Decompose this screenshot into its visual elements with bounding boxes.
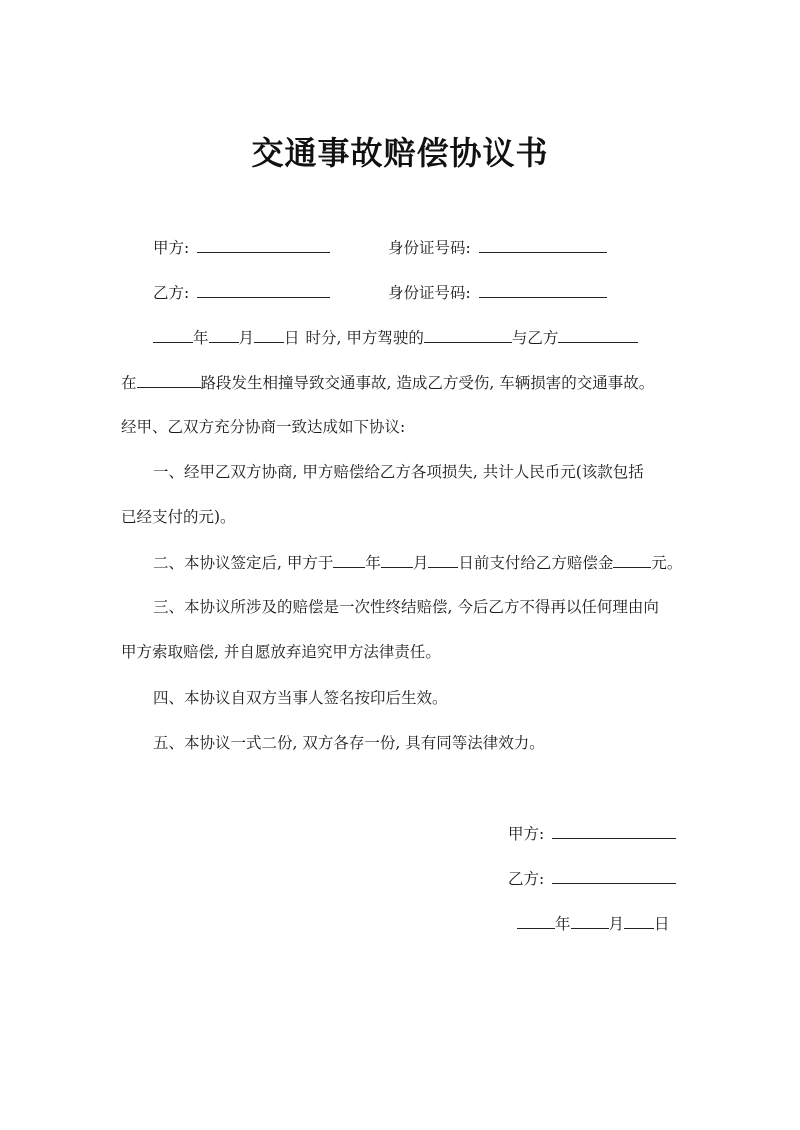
party-b-label: 乙方: (153, 284, 190, 302)
clause-2-row (153, 552, 682, 573)
payment-day-field[interactable] (428, 552, 458, 568)
clause-5: 五、本协议一式二份, 双方各存一份, 具有同等法律效力。 (153, 734, 545, 752)
signature-party-b-label: 乙方: (508, 870, 545, 888)
accident-year-label: 年 (193, 329, 209, 347)
signature-day-label: 日 (654, 915, 670, 933)
clause-3-line-1: 三、本协议所涉及的赔偿是一次性终结赔偿, 今后乙方不得再以任何理由向 (153, 598, 659, 616)
signature-party-a-row (508, 823, 676, 844)
signature-year-field[interactable] (517, 913, 555, 929)
party-b-name-field[interactable] (197, 282, 330, 298)
payment-month-field[interactable] (381, 552, 413, 568)
signature-party-a-label: 甲方: (508, 825, 545, 843)
party-b-id-label: 身份证号码: (388, 284, 471, 302)
signature-month-field[interactable] (571, 913, 609, 929)
party-a-name-field[interactable] (197, 237, 330, 253)
signature-party-a-field[interactable] (552, 823, 676, 839)
signature-party-b-field[interactable] (552, 868, 676, 884)
road-text: 路段发生相撞导致交通事故, 造成乙方受伤, 车辆损害的交通事故。 (200, 374, 655, 392)
accident-location-row (121, 372, 654, 393)
payment-month-label: 月 (412, 554, 429, 572)
vehicle-field[interactable] (424, 327, 512, 343)
signature-month-label: 月 (608, 915, 625, 933)
signature-year-label: 年 (555, 915, 571, 933)
with-party-b-text: 与乙方 (511, 329, 559, 347)
accident-day-label: 日 (284, 329, 300, 347)
signature-party-b-row (508, 868, 676, 889)
accident-year-field[interactable] (153, 327, 193, 343)
clause-4: 四、本协议自双方当事人签名按印后生效。 (153, 689, 448, 707)
payment-amount-field[interactable] (613, 552, 651, 568)
payment-year-field[interactable] (333, 552, 365, 568)
party-a-id-row (388, 237, 607, 258)
signature-day-field[interactable] (624, 913, 654, 929)
road-field[interactable] (137, 372, 201, 388)
party-b-id-row (388, 282, 607, 303)
accident-month-field[interactable] (209, 327, 239, 343)
party-a-id-label: 身份证号码: (388, 239, 471, 257)
clause-1-line-1: 一、经甲乙双方协商, 甲方赔偿给乙方各项损失, 共计人民币元(该款包括 (153, 463, 644, 481)
payment-day-text: 日前支付给乙方赔偿金 (458, 554, 614, 572)
party-a-id-field[interactable] (479, 237, 607, 253)
accident-time-row (153, 327, 638, 348)
party-b-id-field[interactable] (479, 282, 607, 298)
clause-1-line-2: 已经支付的元)。 (121, 508, 236, 526)
payment-yuan-label: 元。 (651, 554, 683, 572)
accident-day-field[interactable] (254, 327, 284, 343)
document-title: 交通事故赔偿协议书 (251, 134, 549, 172)
signature-date-row (517, 913, 670, 934)
party-a-label: 甲方: (153, 239, 190, 257)
clause-3-line-2: 甲方索取赔偿, 并自愿放弃追究甲方法律责任。 (121, 643, 441, 661)
party-b-vehicle-field[interactable] (558, 327, 638, 343)
payment-year-label: 年 (365, 554, 381, 572)
party-a-row (153, 237, 330, 258)
accident-time-text: 时分, 甲方驾驶的 (305, 329, 424, 347)
preamble: 经甲、乙双方充分协商一致达成如下协议: (121, 418, 406, 436)
at-text: 在 (121, 374, 137, 392)
party-b-row (153, 282, 330, 303)
accident-month-label: 月 (238, 329, 255, 347)
clause-2-prefix: 二、本协议签定后, 甲方于 (153, 554, 334, 572)
